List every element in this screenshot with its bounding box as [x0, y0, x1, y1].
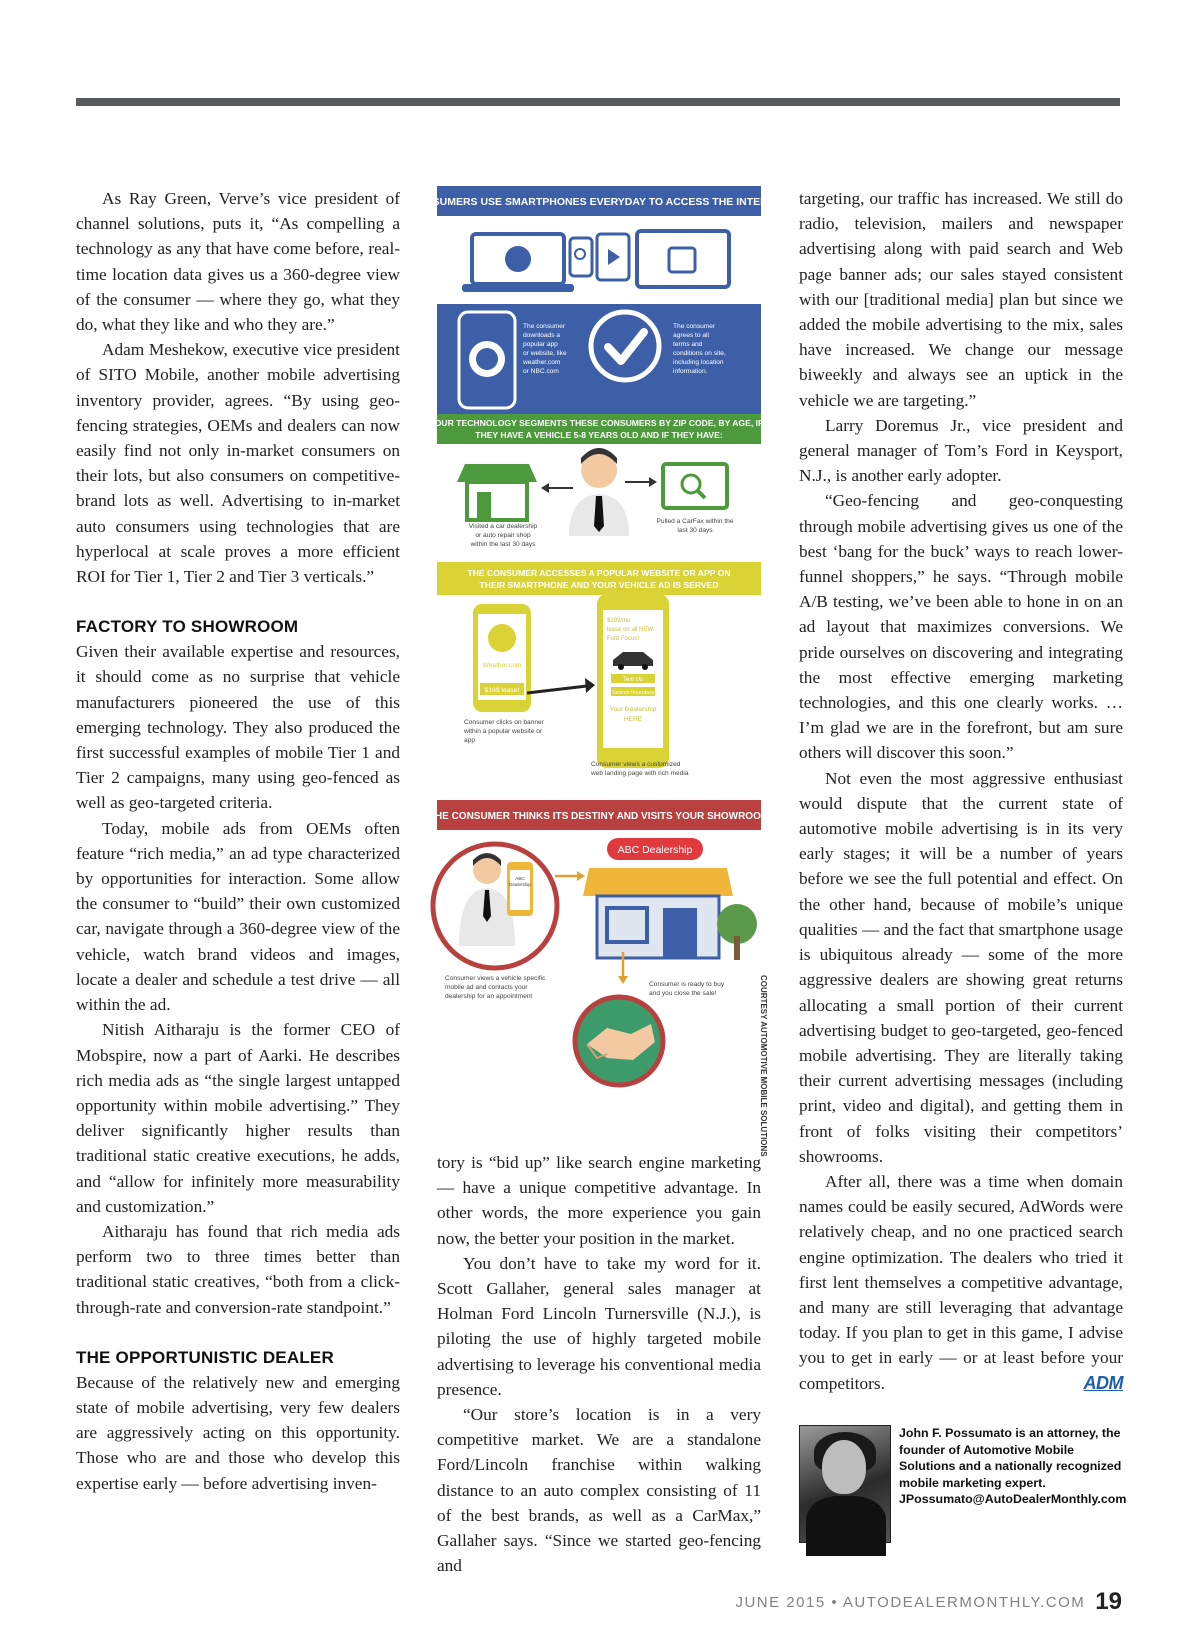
storefront-icon [457, 464, 537, 520]
ready-note [649, 981, 725, 997]
note-line: Pulled a CarFax within the [656, 518, 734, 525]
band-internet-text: CONSUMERS USE SMARTPHONES EVERYDAY TO ACCESS THE INTERNET [409, 196, 789, 208]
section-heading: FACTORY TO SHOWROOM [76, 617, 299, 637]
paragraph: You don’t have to take my word for it. Scott Gallaher, general sales manager at Holman Ford Lincoln Turnersville (N.J.), is piloting the use of highly targeted mobile advertising to leverage his conventional media presence. [437, 1253, 761, 1399]
note-line: Consumer views a customized [591, 761, 681, 768]
note-line: and you close the sale! [649, 990, 717, 997]
text-us-button: Text Us [622, 677, 644, 683]
author-bio [799, 1425, 1127, 1545]
search-monitor-icon [663, 464, 727, 508]
note-line: agrees to all [673, 332, 709, 339]
note-line: dealership for an appointment [445, 993, 533, 1000]
paragraph: Given their available expertise and resources, it should come as no surprise that vehicle manufacturers pioneered the use of this emerging technology. They also produced the first successful examples of mobile Tier 1 and Tier 2 campaigns, many using geo-fenced as well as geo-targeted criteria. [76, 642, 400, 813]
phone1-ad: $199 lease! [484, 687, 520, 694]
paragraph: Nitish Aitharaju is the former CEO of Mobspire, now a part of Aarki. He describes rich media ads as “the single largest untapped opportunity within mobile advertising.” They deliver significantly higher results than traditional static creative executions, he adds, and “allow for infinitely more measurability and customization.” [76, 1020, 400, 1216]
author-photo [799, 1425, 891, 1543]
note-line: popular app [523, 341, 558, 348]
band-showroom-text: THE CONSUMER THINKS ITS DESTINY AND VISITS YOUR SHOWROOM [428, 811, 770, 822]
dealership-building-icon [583, 838, 757, 960]
phone-weather-icon [473, 604, 531, 712]
paragraph: Aitharaju has found that rich media ads perform two to three times better than traditional static creatives, “both from a click-through-rate and conversion-rate standpoint.” [76, 1221, 400, 1317]
paragraph [799, 1169, 1123, 1396]
note-line: The consumer [523, 323, 566, 330]
band-served-text: THE CONSUMER ACCESSES A POPULAR WEBSITE OR APP ON [467, 568, 731, 578]
note-line: or NBC.com [523, 368, 559, 375]
mini-phone-text: ABC [515, 876, 525, 881]
top-rule [76, 98, 1120, 106]
mini-phone-text: Dealership [509, 882, 531, 887]
article-column-1 [76, 186, 400, 1496]
bio-description: John F. Possumato is an attorney, the founder of Automotive Mobile Solutions and a nationally recognized mobile marketing expert. [899, 1426, 1122, 1490]
issue-line: JUNE 2015 • AUTODEALERMONTHLY.COM [735, 1594, 1086, 1611]
note-line: or auto repair shop [475, 532, 531, 539]
note-line: or website, like [523, 350, 567, 357]
author-email: JPossumato@AutoDealerMonthly.com [899, 1492, 1127, 1506]
adm-logo: ADM [1083, 1372, 1123, 1393]
paragraph: Larry Doremus Jr., vice president and general manager of Tom’s Ford in Keysport, N.J., is another early adopter. [799, 415, 1123, 486]
paragraph-text: After all, there was a time when domain names could be easily secured, AdWords were relatively cheap, and no one practiced search engine optimization. The dealers who tried it first lent themselves a competitive advantage, and many are still leveraging that advantage today. If you plan to get in this game, I advise you to get in early — or at least before your competitors. [799, 1171, 1123, 1393]
note-line: downloads a [523, 332, 561, 339]
paragraph: Today, mobile ads from OEMs often feature “rich media,” an ad type characterized by opportunities for interaction. Some allow the consumer to “build” their own customized car, navigate through a 360-degree view of the vehicle, watch brand videos and images, locate a dealer and schedule a test drive — all within the ad. [76, 818, 400, 1015]
credit-text: COURTESY AUTOMOTIVE MOBILE SOLUTIONS [759, 975, 768, 1157]
paragraph: tory is “bid up” like search engine marketing — have a unique competitive advantage. In other words, the more experience you gain now, the better your position in the market. [437, 1153, 761, 1248]
paragraph: Because of the relatively new and emerging state of mobile advertising, very few dealers are aggressively acting on this opportunity. Those who are and those who develop this expertise early — before advertising inven- [76, 1372, 400, 1493]
band-served [437, 562, 761, 595]
note-line: weather.com [523, 359, 561, 366]
note-line: within the last 30 days [470, 541, 536, 548]
note-line: Consumer views a vehicle specific [445, 975, 546, 982]
note-line: The consumer [673, 323, 716, 330]
note-line: Visited a car dealership [468, 523, 538, 530]
laptop-icon [462, 234, 574, 292]
tablet-play-icon [597, 234, 629, 280]
view-note [445, 975, 546, 1000]
dealer-line: Your Dealership [609, 706, 657, 713]
dealership-sign: ABC Dealership [617, 844, 693, 856]
handshake-icon [575, 997, 663, 1085]
arrow-right-icon [555, 871, 585, 881]
click-note [463, 719, 545, 744]
note-line: last 30 days [677, 527, 713, 534]
note-line: conditions on site, [673, 350, 726, 357]
dealer-line: HERE [623, 716, 643, 723]
article-column-3 [799, 186, 1123, 1396]
paragraph: Not even the most aggressive enthusiast would dispute that the current state of automotive mobile advertising is in its very early stages; it will be a number of years before we see the full potential and effect. On the other hand, because of mobile’s unique qualities — and the fact that smartphone usage is ubiquitous already — some of the more aggressive dealers are showing great returns allocating a small portion of their current advertising budget to geo-targeted, geo-fenced mobile advertising. They are literally taking their current advertising messages (including print, video and digital), and getting them in front of folks visiting their competitors’ showrooms. [799, 768, 1123, 1166]
store-note [469, 523, 538, 548]
page-number: 19 [1095, 1588, 1122, 1615]
arrow-right-icon [625, 477, 657, 487]
page-footer [735, 1588, 1122, 1616]
customer-calling-icon [433, 844, 557, 968]
landing-note [590, 761, 689, 777]
offer-line: $199/mo [607, 618, 631, 624]
offer-line: lease on all NEW [607, 627, 654, 633]
note-line: terms and [673, 341, 703, 348]
arrow-left-icon [541, 483, 573, 493]
note-line: mobile ad and contacts your [445, 984, 528, 991]
note-line: app [464, 737, 476, 744]
paragraph: Adam Meshekow, executive vice president of SITO Mobile, another mobile advertising inventory provider, agrees. “By using geo-fencing strategies, OEMs and dealers can now easily find not only in-market consumers on their lots, but also consumers on competitive-brand lots as well. Advertising to in-market auto consumers using technologies that are hyperlocal at scale proves a more efficient ROI for Tier 1, Tier 2 and Tier 3 verticals.” [76, 340, 400, 587]
band-served-text: THEIR SMARTPHONE AND YOUR VEHICLE AD IS SERVED [479, 580, 719, 590]
article-column-2 [437, 1150, 761, 1578]
section-heading: THE OPPORTUNISTIC DEALER [76, 1347, 334, 1367]
search-inventory-button: Search Inventory [611, 690, 655, 696]
search-note [657, 518, 734, 534]
arrow-right-icon [527, 678, 595, 693]
note-line: web landing page with rich media [591, 770, 689, 777]
note-line: within a popular website or [464, 728, 543, 735]
note-line: Consumer is ready to buy [649, 981, 725, 988]
businessman-icon [569, 448, 629, 536]
paragraph: As Ray Green, Verve’s vice president of channel solutions, puts it, “As compelling a technology as any that have come before, real-time location data gives us a 360-degree view of the consumer — where they go, what they do, what they like and who they are.” [76, 189, 400, 335]
phone1-site: Weather.com [482, 662, 522, 669]
paragraph: targeting, our traffic has increased. We still do radio, television, mailers and newspaper advertising along with paid search and Web page banner ads; our sales stayed consistent with our [traditional media] plan but since we added the mobile advertising to the mix, sales have increased. We change our message biweekly and always see an uptick in the vehicle we are targeting.” [799, 189, 1123, 410]
paragraph: “Geo-fencing and geo-conquesting through mobile advertising gives us one of the best ‘bang for the buck’ ways to reach lower-funnel shoppers,” he says. “Through mobile A/B testing, we’ve been able to hone in on an ad layout that maximizes conversions. We pride ourselves on discovering and integrating the most effective emerging marketing technologies, and this one clearly works. … I’m glad we are in the forefront, but am sure others will discover this soon.” [799, 491, 1123, 763]
phone-search-icon [570, 238, 592, 276]
band-segment-text: THEY HAVE A VEHICLE 5-8 YEARS OLD AND IF THEY HAVE: [475, 430, 723, 440]
author-bio-text [899, 1425, 1127, 1508]
band-segment-text: OUR TECHNOLOGY SEGMENTS THESE CONSUMERS BY ZIP CODE, BY AGE, IF [434, 418, 764, 428]
photo-credit [759, 975, 774, 1157]
paragraph: “Our store’s location is in a very competitive market. We are a standalone Ford/Lincoln franchise within walking distance to an auto complex consisting of 11 of the best brands, as well as a CarMax,” Gallaher says. “Since we started geo-fencing and [437, 1405, 761, 1576]
note-line: including location [673, 359, 724, 366]
offer-line: Ford Focus! [607, 636, 640, 642]
note-line: information. [673, 368, 708, 375]
note-line: Consumer clicks on banner [464, 719, 544, 726]
monitor-bag-icon [637, 231, 729, 287]
